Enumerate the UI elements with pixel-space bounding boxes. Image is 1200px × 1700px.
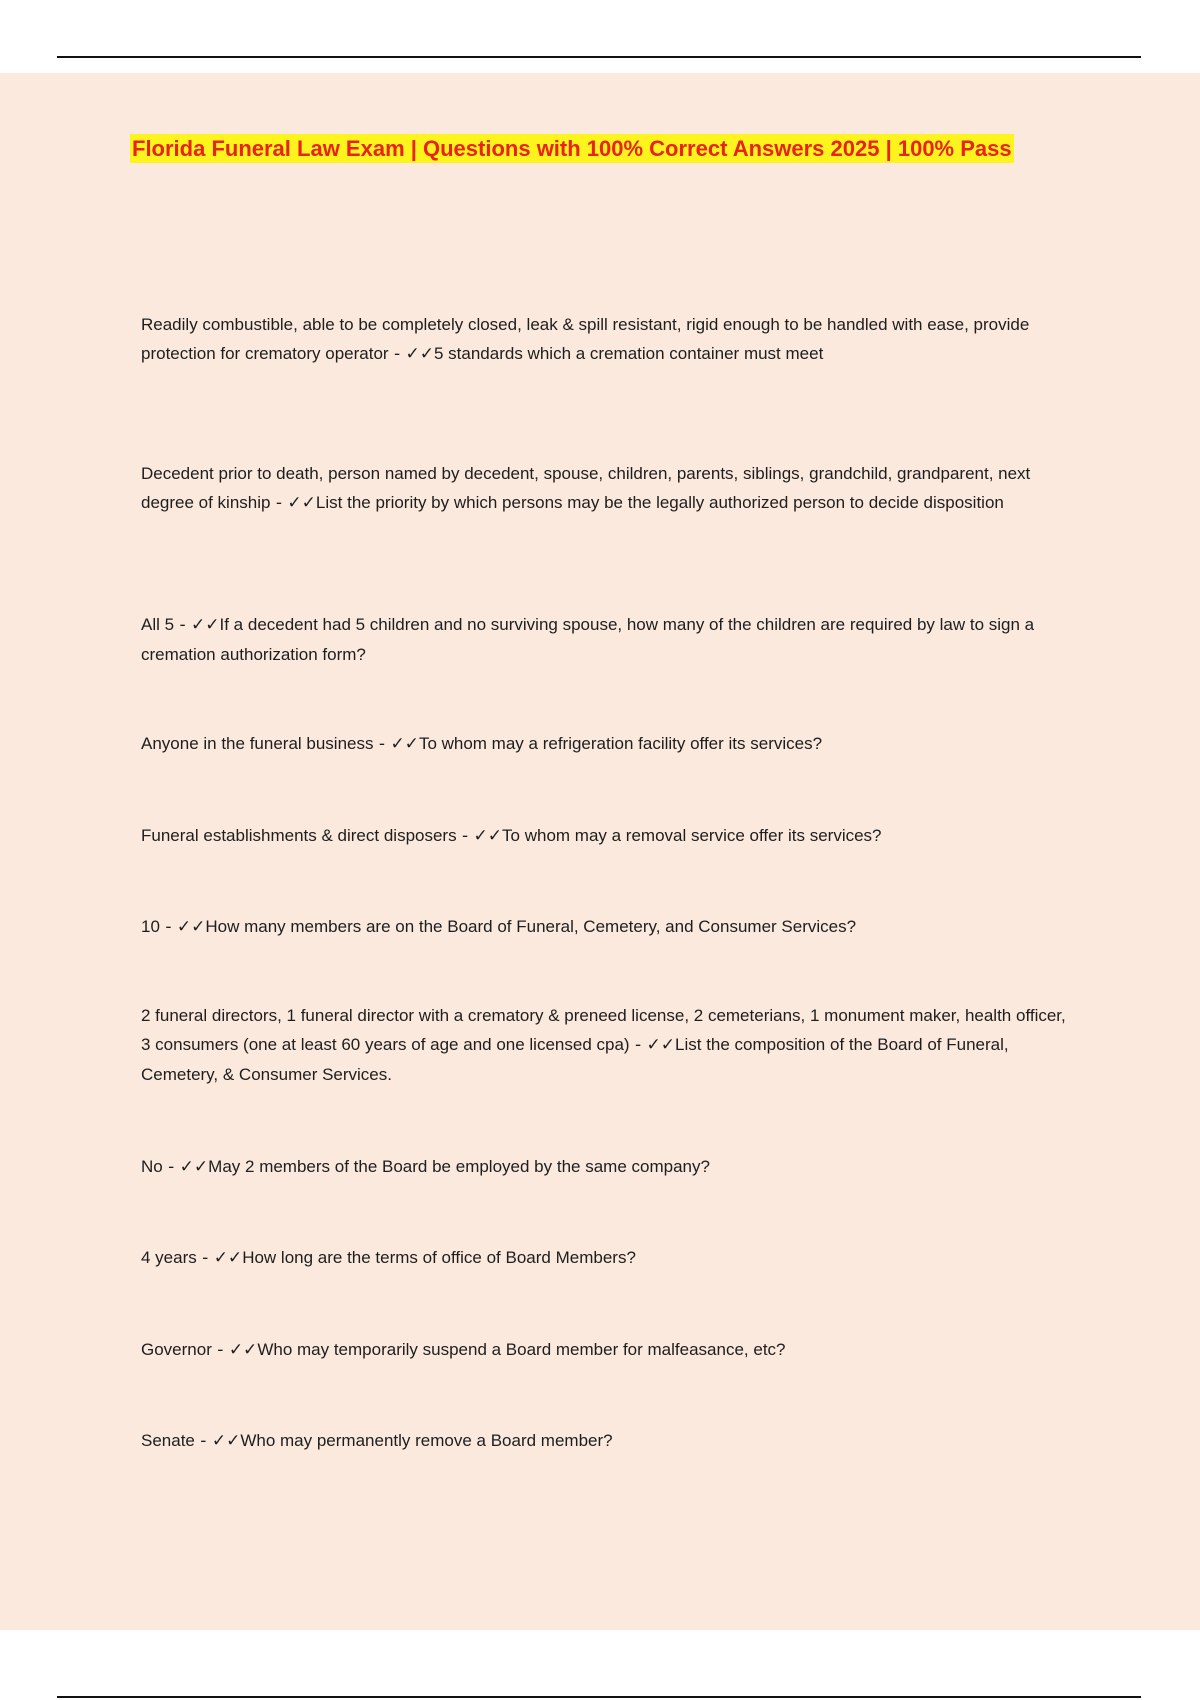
qa-item [141,821,1071,851]
check-separator: - ✓✓ [194,1431,241,1451]
answer-text: Funeral establishments & direct disposers [141,826,457,845]
check-separator: - ✓✓ [388,344,434,364]
footer-rule [57,1696,1141,1698]
check-separator: - ✓✓ [196,1248,243,1268]
check-separator: - ✓✓ [629,1035,676,1055]
check-separator: - ✓✓ [373,734,419,754]
qa-item [141,1001,1071,1089]
question-text: How long are the terms of office of Board Members? [242,1248,636,1267]
check-separator: - ✓✓ [162,1157,209,1177]
answer-text: Decedent prior to death, person named by decedent, spouse, children, parents, siblings, grandchild, grandparent, next degree of kinship [141,464,1031,512]
qa-item [141,310,1071,369]
header-rule [57,56,1141,58]
check-separator: - ✓✓ [174,615,220,635]
check-separator: - ✓✓ [270,493,316,513]
question-text: List the priority by which persons may be the legally authorized person to decide disposition [315,493,1004,512]
answer-text: 10 [141,917,160,936]
check-separator: - ✓✓ [211,1340,258,1360]
document-page [0,73,1200,1630]
question-text: 5 standards which a cremation container must meet [434,344,824,363]
question-text: To whom may a removal service offer its services? [502,826,882,845]
check-separator: - ✓✓ [456,826,503,846]
qa-item [141,1152,1071,1182]
answer-text: Governor [141,1340,212,1359]
answer-text: Readily combustible, able to be completely closed, leak & spill resistant, rigid enough to be handled with ease, provide protection for crematory operator [141,315,1030,363]
question-text: To whom may a refrigeration facility offer its services? [418,734,823,753]
answer-text: 2 funeral directors, 1 funeral director with a crematory & preneed license, 2 cemeterians, 1 monument maker, health officer, 3 consumers (one at least 60 years of age and one licensed cpa) [141,1006,1066,1054]
qa-item [141,1243,1071,1273]
qa-item [141,459,1071,518]
qa-item [141,1335,1071,1365]
answer-text: All 5 [141,615,175,634]
answer-text: Senate [141,1431,195,1450]
qa-item [141,1426,1071,1456]
question-text: Who may permanently remove a Board member? [240,1431,613,1450]
title-highlight: Florida Funeral Law Exam | Questions with 100% Correct Answers 2025 | 100% Pass [132,136,1012,161]
question-text: Who may temporarily suspend a Board member for malfeasance, etc? [257,1340,786,1359]
qa-item [141,912,1071,942]
question-text: List the composition of the Board of Funeral, Cemetery, & Consumer Services. [141,1035,1009,1084]
answer-text: 4 years [141,1248,197,1267]
answer-text: No [141,1157,163,1176]
question-text: May 2 members of the Board be employed by the same company? [208,1157,710,1176]
qa-item [141,610,1071,669]
question-text: If a decedent had 5 children and no surviving spouse, how many of the children are required by law to sign a cremation authorization form? [141,615,1035,664]
question-text: How many members are on the Board of Funeral, Cemetery, and Consumer Services? [205,917,857,936]
document-title [130,133,1050,165]
check-separator: - ✓✓ [159,917,206,937]
qa-item [141,729,1071,759]
answer-text: Anyone in the funeral business [141,734,374,753]
